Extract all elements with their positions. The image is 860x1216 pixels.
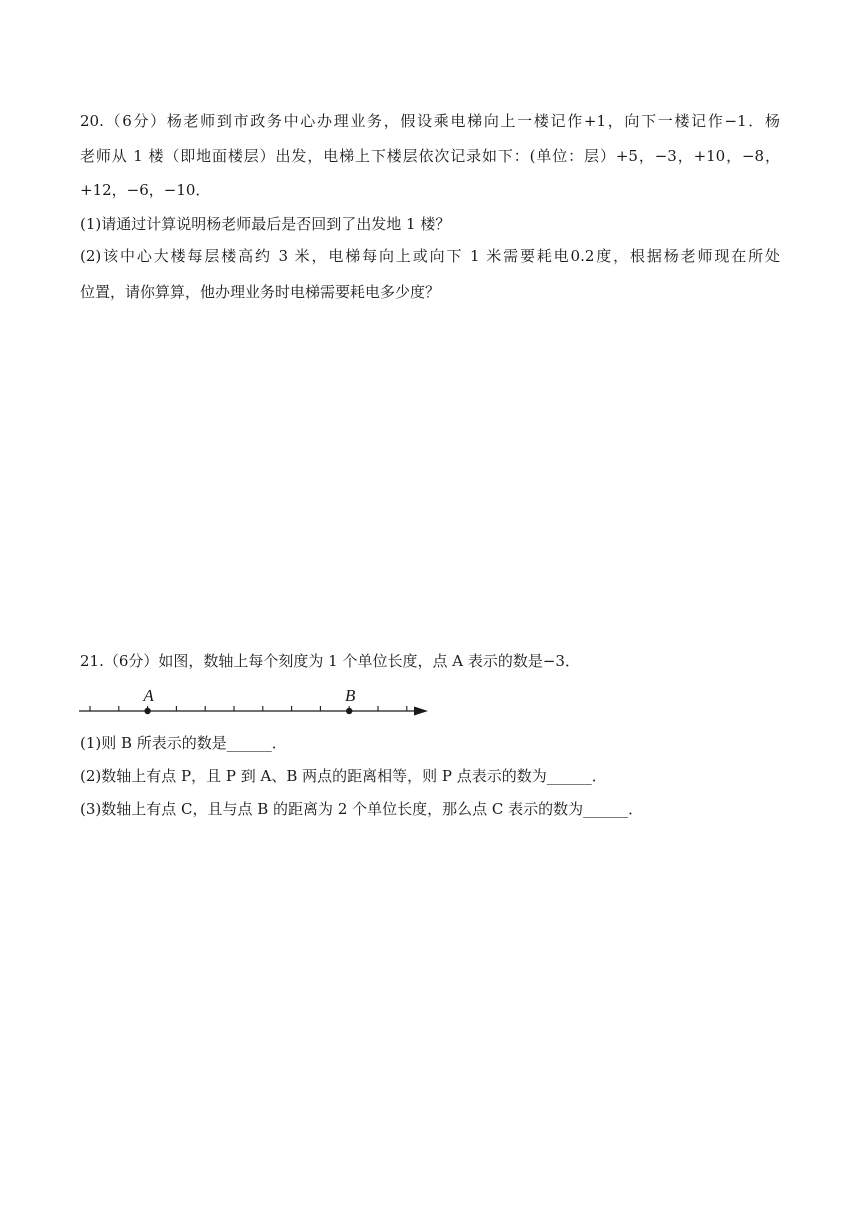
point-b-label: B — [345, 686, 356, 705]
number-line-arrow — [414, 707, 428, 716]
point-a-dot — [144, 708, 150, 714]
q20-part-2-line-2: 位置，请你算算，他办理业务时电梯需要耗电多少度？ — [80, 283, 441, 301]
number-line-ticks — [90, 706, 407, 711]
q21-part-2: (2)数轴上有点 P，且 P 到 A、B 两点的距离相等，则 P 点表示的数为______． — [80, 767, 607, 785]
q20-stem-line-1: 20.（6分）杨老师到市政务中心办理业务，假设乘电梯向上一楼记作+1，向下一楼记作−1．杨 — [80, 112, 780, 130]
q20-stem-line-2: 老师从 1 楼（即地面楼层）出发，电梯上下楼层依次记录如下：(单位：层）+5，−3，+10，−8， — [80, 147, 780, 165]
point-b-dot — [346, 708, 352, 714]
q20-part-2-line-1: (2)该中心大楼每层楼高约 3 米，电梯每向上或向下 1 米需要耗电0.2度，根据杨老师现在所处 — [80, 247, 780, 265]
q20-part-1: (1)请通过计算说明杨老师最后是否回到了出发地 1 楼？ — [80, 215, 451, 233]
q21-part-3: (3)数轴上有点 C，且与点 B 的距离为 2 个单位长度，那么点 C 表示的数为______． — [80, 800, 644, 818]
q21-stem: 21.（6分）如图，数轴上每个刻度为 1 个单位长度，点 A 表示的数是−3． — [80, 652, 580, 670]
number-line-figure — [70, 683, 440, 725]
point-a-label: A — [143, 686, 154, 705]
q21-part-1: (1)则 B 所表示的数是______． — [80, 734, 287, 752]
q20-stem-line-3: +12，−6，−10． — [80, 181, 211, 199]
